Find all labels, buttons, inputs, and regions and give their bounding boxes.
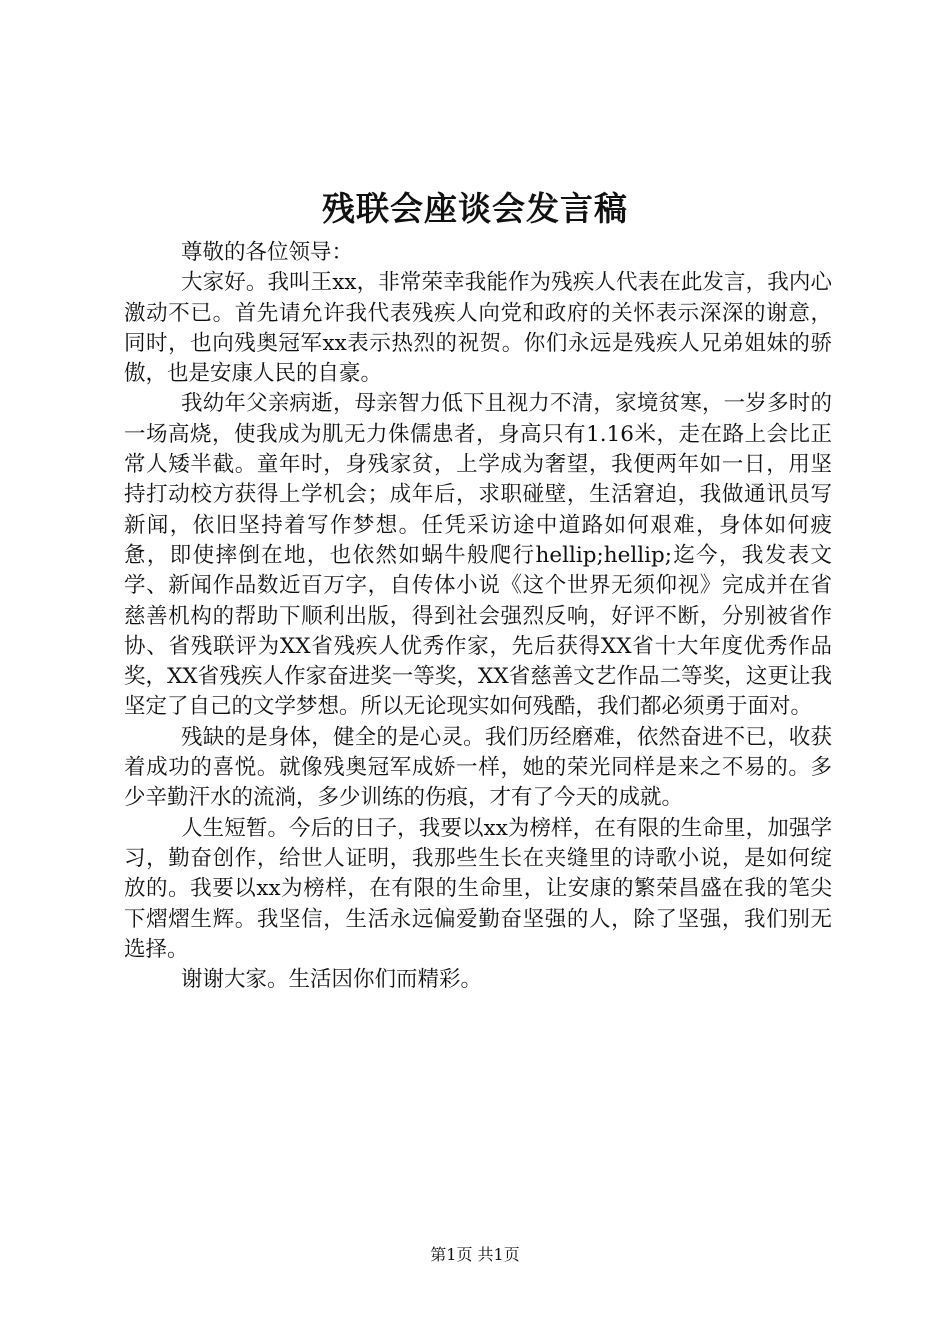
resolution-paragraph: 人生短暂。今后的日子，我要以xx为榜样，在有限的生命里，加强学习，勤奋创作，给世人证明，我那些生长在夹缝里的诗歌小说，是如何绽放的。我要以xx为榜样，在有限的生命里，让安康的繁荣昌盛在我的笔尖下熠熠生辉。我坚信，生活永远偏爱勤奋坚强的人，除了坚强，我们别无选择。 xyxy=(124,815,832,962)
greeting-paragraph: 大家好。我叫王xx，非常荣幸我能作为残疾人代表在此发言，我内心激动不已。首先请允许我代表残疾人向党和政府的关怀表示深深的谢意，同时，也向残奥冠军xx表示热烈的祝贺。你们永远是残疾人兄弟姐妹的骄傲，也是安康人民的自豪。 xyxy=(124,270,832,387)
closing-paragraph: 谢谢大家。生活因你们而精彩。 xyxy=(181,967,483,993)
life-story-paragraph: 我幼年父亲病逝，母亲智力低下且视力不清，家境贫寒，一岁多时的一场高烧，使我成为肌无力侏儒患者，身高只有1.16米，走在路上会比正常人矮半截。童年时，身残家贫，上学成为奢望，我便两年如一日，用坚持打动校方获得上学机会；成年后，求职碰壁，生活窘迫，我做通讯员写新闻，依旧坚持着写作梦想。任凭采访途中道路如何艰难，身体如何疲惫，即使摔倒在地，也依然如蜗牛般爬行hellip;hellip;迄今，我发表文学、新闻作品数近百万字，自传体小说《这个世界无须仰视》完成并在省慈善机构的帮助下顺利出版，得到社会强烈反响，好评不断，分别被省作协、省残联评为XX省残疾人优秀作家，先后获得XX省十大年度优秀作品奖，XX省残疾人作家奋进奖一等奖，XX省慈善文艺作品二等奖，这更让我坚定了自己的文学梦想。所以无论现实如何残酷，我们都必须勇于面对。 xyxy=(124,391,832,720)
page-number-footer: 第1页 共1页 xyxy=(430,1245,520,1264)
document-title: 残联会座谈会发言稿 xyxy=(322,189,628,228)
spirit-paragraph: 残缺的是身体，健全的是心灵。我们历经磨难，依然奋进不已，收获着成功的喜悦。就像残奥冠军成娇一样，她的荣光同样是来之不易的。多少辛勤汗水的流淌，多少训练的伤痕，才有了今天的成就。 xyxy=(124,724,832,811)
salutation-paragraph: 尊敬的各位领导： xyxy=(181,240,354,265)
document-body xyxy=(124,238,832,995)
